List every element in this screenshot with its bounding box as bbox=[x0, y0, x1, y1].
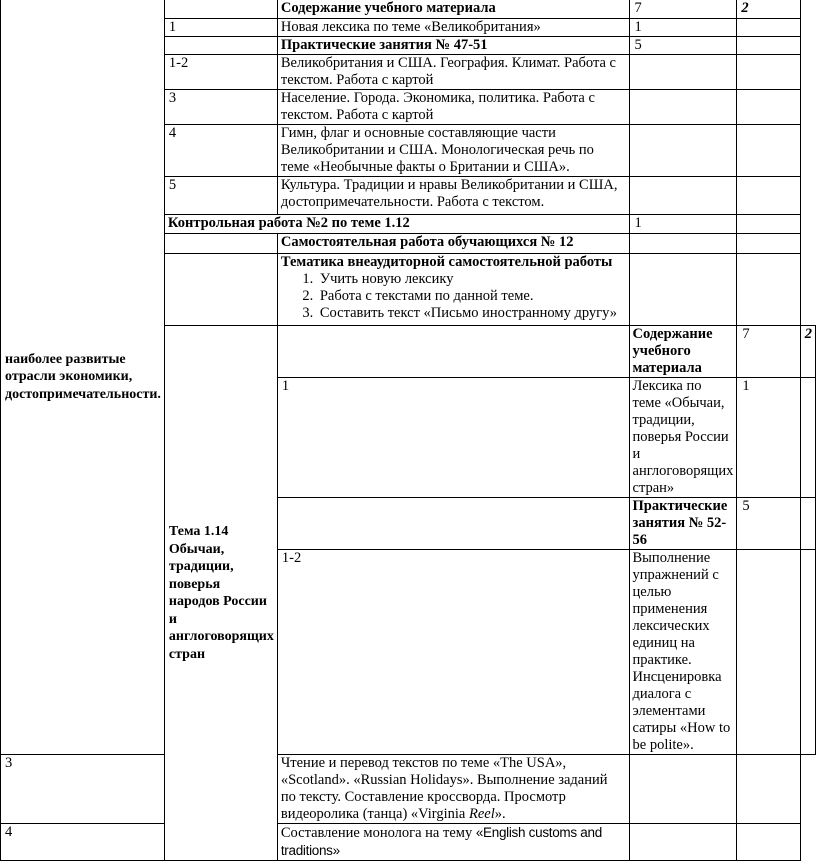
hours-cell: 1 bbox=[629, 215, 737, 234]
list-item: 3. Составить текст «Письмо иностранному другу» bbox=[317, 305, 626, 322]
row-number: 1 bbox=[164, 19, 277, 37]
independent-header: Самостоятельная работа обучающихся № 12 bbox=[277, 234, 629, 254]
row-text: Лексика по теме «Обычаи, традиции, поверья России и англоговорящих стран» bbox=[629, 378, 737, 498]
list-item: 1. Учить новую лексику bbox=[317, 271, 626, 288]
row-text-end: ». bbox=[494, 806, 506, 822]
row-number: 3 bbox=[1, 755, 165, 824]
table-row bbox=[1, 824, 816, 861]
level-cell: 2 bbox=[737, 0, 800, 19]
row-number: 5 bbox=[164, 177, 277, 215]
row-text: Население. Города. Экономика, политика. Работа с текстом. Работа с картой bbox=[277, 90, 629, 125]
row-number: 1 bbox=[277, 378, 629, 498]
content-header: Содержание учебного материала bbox=[277, 0, 629, 19]
hours-cell: 5 bbox=[737, 498, 800, 550]
row-text-main: Составление монолога на тему bbox=[280, 825, 476, 841]
practical-header: Практические занятия № 47-51 bbox=[277, 37, 629, 55]
table-row bbox=[1, 755, 816, 824]
hours-cell: 1 bbox=[737, 378, 800, 498]
control-work: Контрольная работа №2 по теме 1.12 bbox=[164, 215, 629, 234]
hours-cell: 1 bbox=[629, 19, 737, 37]
hours-cell: 7 bbox=[629, 0, 737, 19]
row-text: Новая лексика по теме «Великобритания» bbox=[277, 19, 629, 37]
topic-cell: наиболее развитые отрасли экономики, достопримечательности. bbox=[1, 0, 165, 755]
table-row bbox=[1, 0, 816, 19]
content-header: Содержание учебного материала bbox=[629, 326, 737, 378]
row-number: 1-2 bbox=[277, 550, 629, 755]
hours-cell: 5 bbox=[629, 37, 737, 55]
topic-cell: Тема 1.14 Обычаи, традиции, поверья народов России и англоговорящих стран bbox=[164, 326, 277, 861]
practical-header: Практические занятия № 52-56 bbox=[629, 498, 737, 550]
row-number: 4 bbox=[164, 125, 277, 177]
task-list bbox=[281, 271, 626, 322]
row-text-sans: «English customs and traditions» bbox=[280, 825, 602, 858]
row-text bbox=[277, 755, 629, 824]
row-text: Культура. Традиции и нравы Великобритании и США, достопримечательности. Работа с текстом. bbox=[277, 177, 629, 215]
row-text: Выполнение упражнений с целью применения лексических единиц на практике. Инсценировка диалога с элементами сатиры «How to be polite». bbox=[629, 550, 737, 755]
row-number: 3 bbox=[164, 90, 277, 125]
extracurricular-header: Тематика внеаудиторной самостоятельной работы bbox=[280, 254, 613, 270]
list-item: 2. Работа с текстами по данной теме. bbox=[317, 288, 626, 305]
extracurricular-cell bbox=[277, 254, 629, 326]
row-text-main: Чтение и перевод текстов по теме «The USA», «Scotland». «Russian Holidays». Выполнение заданий по тексту. Составление кроссворда. Просмотр видеоролика (танца) «Virginia bbox=[280, 755, 608, 822]
row-text: Гимн, флаг и основные составляющие части Великобритании и США. Монологическая речь по теме «Необычные факты о Британии и США». bbox=[277, 125, 629, 177]
row-text bbox=[277, 824, 629, 861]
row-text-italic: Reel bbox=[468, 806, 495, 822]
row-text: Великобритания и США. География. Климат. Работа с текстом. Работа с картой bbox=[277, 55, 629, 90]
hours-cell: 7 bbox=[737, 326, 800, 378]
row-number: 4 bbox=[1, 824, 165, 861]
level-cell: 2 bbox=[800, 326, 815, 378]
row-number: 1-2 bbox=[164, 55, 277, 90]
